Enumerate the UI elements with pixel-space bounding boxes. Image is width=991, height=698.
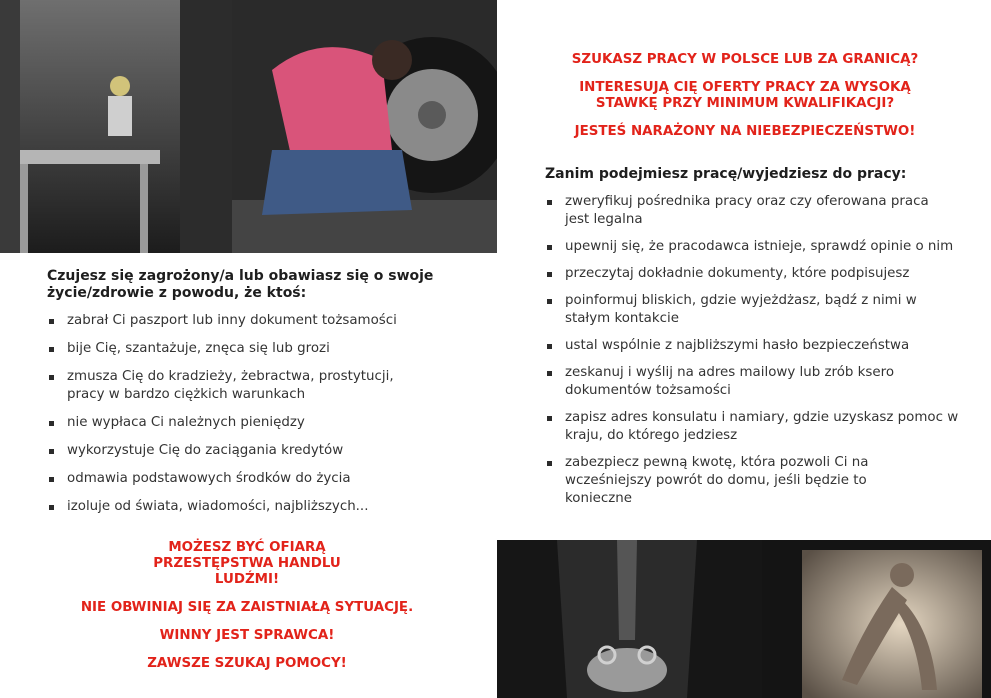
precautions-list [545, 193, 959, 508]
photo-silhouette [762, 540, 991, 698]
left-column [47, 268, 457, 516]
list-item: zapisz adres konsulatu i namiary, gdzie uzyskasz pomoc w kraju, do którego jedziesz [545, 409, 960, 445]
question-high-pay: INTERESUJĄ CIĘ OFERTY PRACY ZA WYSOKĄ STAWKĘ PRZY MINIMUM KWALIFIKACJI? [579, 80, 911, 111]
warning-perpetrator: WINNY JEST SPRAWCA! [159, 628, 335, 643]
list-item: izoluje od świata, wiadomości, najbliższych... [47, 498, 457, 516]
list-item: zabezpiecz pewną kwotę, która pozwoli Ci na wcześniejszy powrót do domu, jeśli będzie to konieczne [545, 454, 935, 508]
photo-handcuffed-hands [497, 540, 762, 698]
photo-construction-worker [0, 0, 232, 253]
right-heading: Zanim podejmiesz pracę/wyjedziesz do pracy: [545, 166, 907, 182]
list-item: wykorzystuje Cię do zaciągania kredytów [47, 442, 457, 460]
list-item: zabrał Ci paszport lub inny dokument tożsamości [47, 312, 457, 330]
right-questions [545, 52, 945, 140]
right-column [545, 166, 959, 508]
left-heading: Czujesz się zagrożony/a lub obawiasz się o swoje życie/zdrowie z powodu, że ktoś: [47, 268, 434, 301]
question-job-search: SZUKASZ PRACY W POLSCE LUB ZA GRANICĄ? [571, 52, 919, 67]
list-item: zeskanuj i wyślij na adres mailowy lub zrób ksero dokumentów tożsamości [545, 364, 960, 400]
warning-no-blame: NIE OBWINIAJ SIĘ ZA ZAISTNIAŁĄ SYTUACJĘ. [80, 600, 414, 615]
warning-victim: MOŻESZ BYĆ OFIARĄ PRZESTĘPSTWA HANDLU LUDŹMI! [153, 540, 341, 587]
list-item: zweryfikuj pośrednika pracy oraz czy oferowana praca jest legalna [545, 193, 930, 229]
list-item: poinformuj bliskich, gdzie wyjeżdżasz, bądź z nimi w stałym kontakcie [545, 292, 960, 328]
list-item: bije Cię, szantażuje, znęca się lub grozi [47, 340, 457, 358]
list-item: odmawia podstawowych środków do życia [47, 470, 457, 488]
list-item: ustal wspólnie z najbliższymi hasło bezpieczeństwa [545, 337, 955, 355]
list-item: nie wypłaca Ci należnych pieniędzy [47, 414, 457, 432]
left-warnings [47, 540, 447, 672]
list-item: upewnij się, że pracodawca istnieje, sprawdź opinie o nim [545, 238, 965, 256]
danger-signs-list [47, 312, 457, 516]
question-danger: JESTEŚ NARAŻONY NA NIEBEZPIECZEŃSTWO! [574, 124, 916, 139]
photo-tire-repair [232, 0, 497, 253]
list-item: zmusza Cię do kradzieży, żebractwa, prostytucji, pracy w bardzo ciężkich warunkach [47, 368, 427, 404]
warning-seek-help: ZAWSZE SZUKAJ POMOCY! [147, 656, 347, 671]
list-item: przeczytaj dokładnie dokumenty, które podpisujesz [545, 265, 955, 283]
